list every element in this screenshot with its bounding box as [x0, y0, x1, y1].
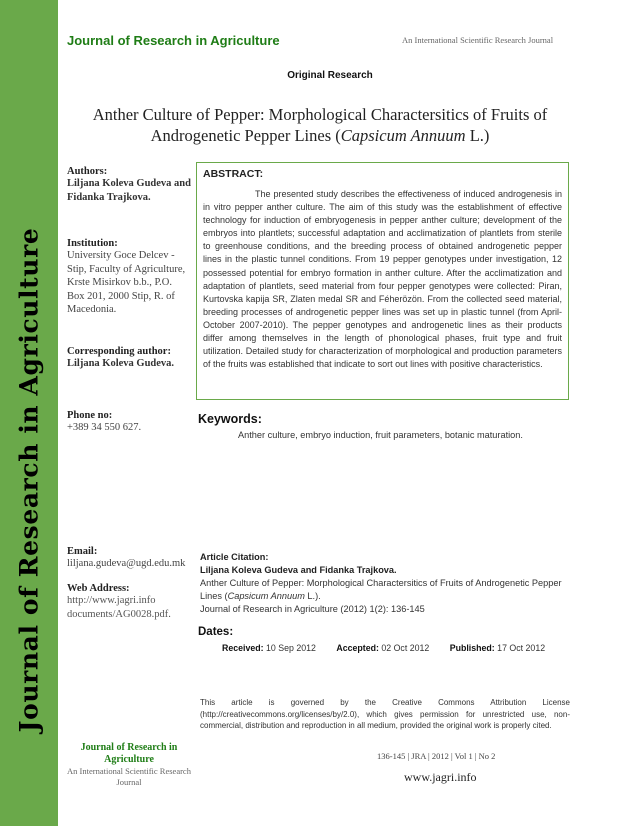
web-url-line1[interactable]: http://www.jagri.info	[67, 595, 156, 606]
web-url-line2[interactable]: documents/AG0028.pdf.	[67, 608, 171, 620]
title-part1: Anther Culture of Pepper: Morphological Charactersitics of Fruits of Androgenetic Pepper Lines (	[92, 105, 548, 145]
corresponding-label: Corresponding author:	[67, 346, 171, 357]
email-value: liljana.gudeva@ugd.edu.mk	[67, 558, 186, 569]
authors-label: Authors:	[67, 166, 108, 177]
journal-header-name: Journal of Research in Agriculture	[67, 33, 280, 48]
citation-title-part1: Anther Culture of Pepper: Morphological Charactersitics of Fruits of Androgenetic Pepper Lines (	[200, 578, 562, 601]
dates-row	[222, 643, 570, 653]
sidebar-journal-title: Journal of Research in Agriculture	[14, 227, 44, 733]
citation-label: Article Citation:	[200, 552, 269, 562]
authors-value: Liljana Koleva Gudeva and Fidanka Trajkova.	[67, 178, 191, 203]
citation-title-part2: L.).	[304, 591, 321, 601]
license-text: This article is governed by the Creative Commons Attribution License (http://creativecommons.org/licenses/by/2.0), which gives permission for unrestricted use, non-commercial, distribution and reproduction in all medium, provided the original work is properly cited.	[200, 698, 570, 730]
footer-journal-name: Journal of Research in Agriculture	[80, 742, 178, 765]
footer-page-info: 136-145 | JRA | 2012 | Vol 1 | No 2	[377, 751, 496, 761]
published-label: Published:	[449, 643, 495, 653]
title-species: Capsicum Annuum	[340, 126, 466, 145]
article-citation	[200, 551, 570, 616]
institution-block	[67, 238, 192, 317]
email-label: Email:	[67, 546, 98, 557]
citation-species: Capsicum Annuum	[227, 591, 305, 601]
web-link-path[interactable]	[67, 608, 195, 622]
keywords-text: Anther culture, embryo induction, fruit parameters, botanic maturation.	[238, 430, 523, 440]
keywords-label: Keywords:	[198, 412, 262, 426]
corresponding-block	[67, 346, 192, 371]
accepted-value: 02 Oct 2012	[381, 643, 430, 653]
web-label: Web Address:	[67, 583, 130, 594]
dates-label: Dates:	[198, 626, 234, 638]
received-label: Received:	[222, 643, 264, 653]
web-block	[67, 583, 195, 621]
dates-block	[198, 626, 570, 666]
authors-block	[67, 166, 192, 204]
abstract-box	[196, 162, 569, 400]
abstract-label: ABSTRACT:	[203, 168, 264, 180]
article-type: Original Research	[287, 70, 373, 81]
phone-label: Phone no:	[67, 410, 113, 421]
citation-authors: Liljana Koleva Gudeva and Fidanka Trajkova.	[200, 565, 397, 575]
citation-title	[200, 577, 570, 603]
published-value: 17 Oct 2012	[497, 643, 546, 653]
journal-sidebar	[0, 0, 58, 826]
journal-header-tagline: An International Scientific Research Journal	[402, 35, 554, 45]
title-part2: L.)	[465, 126, 490, 145]
phone-value: +389 34 550 627.	[67, 422, 142, 433]
citation-source: Journal of Research in Agriculture (2012) 1(2): 136-145	[200, 604, 425, 614]
email-block	[67, 546, 195, 571]
institution-label: Institution:	[67, 238, 118, 249]
corresponding-value: Liljana Koleva Gudeva.	[67, 358, 175, 369]
accepted-label: Accepted:	[336, 643, 379, 653]
article-title	[70, 104, 570, 146]
received-value: 10 Sep 2012	[266, 643, 316, 653]
institution-value: University Goce Delcev - Stip, Faculty of Agriculture, Krste Misirkov b.b., P.O. Box 201, 2000 Stip, R. of Macedonia.	[67, 250, 186, 315]
abstract-text: The presented study describes the effectiveness of induced androgenesis in in vitro pepper anther culture. The aim of this study was the establishment of effective technology for induction of embryogenesis in pepper anther culture; development of the embryos into plantlets; successful adaptation and acclimatization of plantlets from sterile to greenhouse conditions, and the breeding process of obtained androgenetic pepper lines in the plastic tunnel conditions. From 19 pepper genotypes under investigation, 12 possessed potential for embryo formation in anther culture. After the acclimatization and adaptation of plantlets, seed material from four pepper genotypes were collected: Piran, Kurtovska kapija SR, Zlaten medal SR and Féherözön. From the collected seed material, breeding processes of androgenetic pepper lines was set up in plastic tunnel (from April-October 2007-2010). The pepper genotypes and androgenetic lines as their products differ among themselves in the length of phonological phases, fruit type and fruit utilization. Detailed study for characterization of morphological and production parameters of the fruits was established that indicate to sort out lines with positive characteristics.	[203, 189, 562, 370]
web-link[interactable]	[67, 594, 195, 608]
phone-block	[67, 410, 192, 435]
footer-journal-tagline: An International Scientific Research Journal	[67, 766, 191, 787]
footer-url[interactable]: www.jagri.info	[404, 770, 477, 784]
